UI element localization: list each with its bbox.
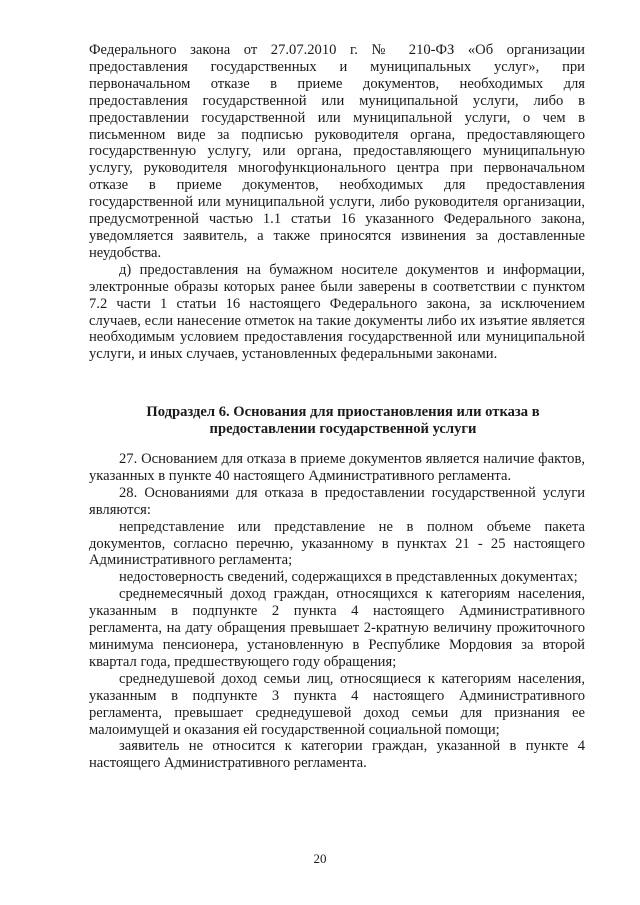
paragraph-item-28: 28. Основаниями для отказа в предоставлении государственной услуги являются: xyxy=(89,484,585,518)
section-heading-line-1: Подраздел 6. Основания для приостановления или отказа в xyxy=(146,404,540,421)
document-page xyxy=(89,42,585,772)
paragraph-federal-law-continuation: Федерального закона от 27.07.2010 г. № 210-ФЗ «Об организации предоставления государственных и муниципальных услуг», при первоначальном отказе в приеме документов, необходимых для предоставления государственной или муниципальной услуги, либо в предоставлении государственной или муниципальной услуги, о чем в письменном виде за подписью руководителя органа, предоставляющего государственную услугу, или органа, предоставляющего муниципальную услугу, руководителя многофункционального центра при первоначальном отказе в приеме документов, необходимых для предоставления государственной или муниципальной услуги, либо руководителя организации, предусмотренной частью 1.1 статьи 16 указанного Федерального закона, уведомляется заявитель, а также приносятся извинения за доставленные неудобства. xyxy=(89,42,585,261)
paragraph-ground-incomplete-documents: непредставление или представление не в полном объеме пакета документов, согласно перечню, указанному в пунктах 21 - 25 настоящего Административного регламента; xyxy=(89,518,585,569)
paragraph-ground-not-eligible-category: заявитель не относится к категории граждан, указанной в пункте 4 настоящего Административного регламента. xyxy=(89,738,585,772)
paragraph-item-d: д) предоставления на бумажном носителе документов и информации, электронные образы которых ранее были заверены в соответствии с пунктом 7.2 части 1 статьи 16 настоящего Федерального закона, за исключением случаев, если нанесение отметок на такие документы либо их изъятие является необходимым условием предоставления государственной или муниципальной услуги, и иных случаев, установленных федеральными законами. xyxy=(89,261,585,363)
paragraph-ground-unreliable-info: недостоверность сведений, содержащихся в представленных документах; xyxy=(119,569,578,586)
paragraph-ground-per-capita-income: среднедушевой доход семьи лиц, относящиеся к категориям населения, указанным в подпункте 3 пункта 4 настоящего Административного регламента, превышает среднедушевой доход семьи для признания ее малоимущей и оказания ей государственной социальной помощи; xyxy=(89,670,585,738)
page-number: 20 xyxy=(313,851,327,866)
paragraph-ground-monthly-income: среднемесячный доход граждан, относящихся к категориям населения, указанным в подпункте 2 пункта 4 настоящего Административного регламента, на дату обращения превышает 2-кратную величину прожиточного минимума пенсионера, установленную в Республике Мордовия за второй квартал года, предшествующего году обращения; xyxy=(89,586,585,670)
paragraph-item-27: 27. Основанием для отказа в приеме документов является наличие фактов, указанных в пункте 40 настоящего Административного регламента. xyxy=(89,451,585,484)
section-heading-line-2: предоставлении государственной услуги xyxy=(209,421,477,438)
